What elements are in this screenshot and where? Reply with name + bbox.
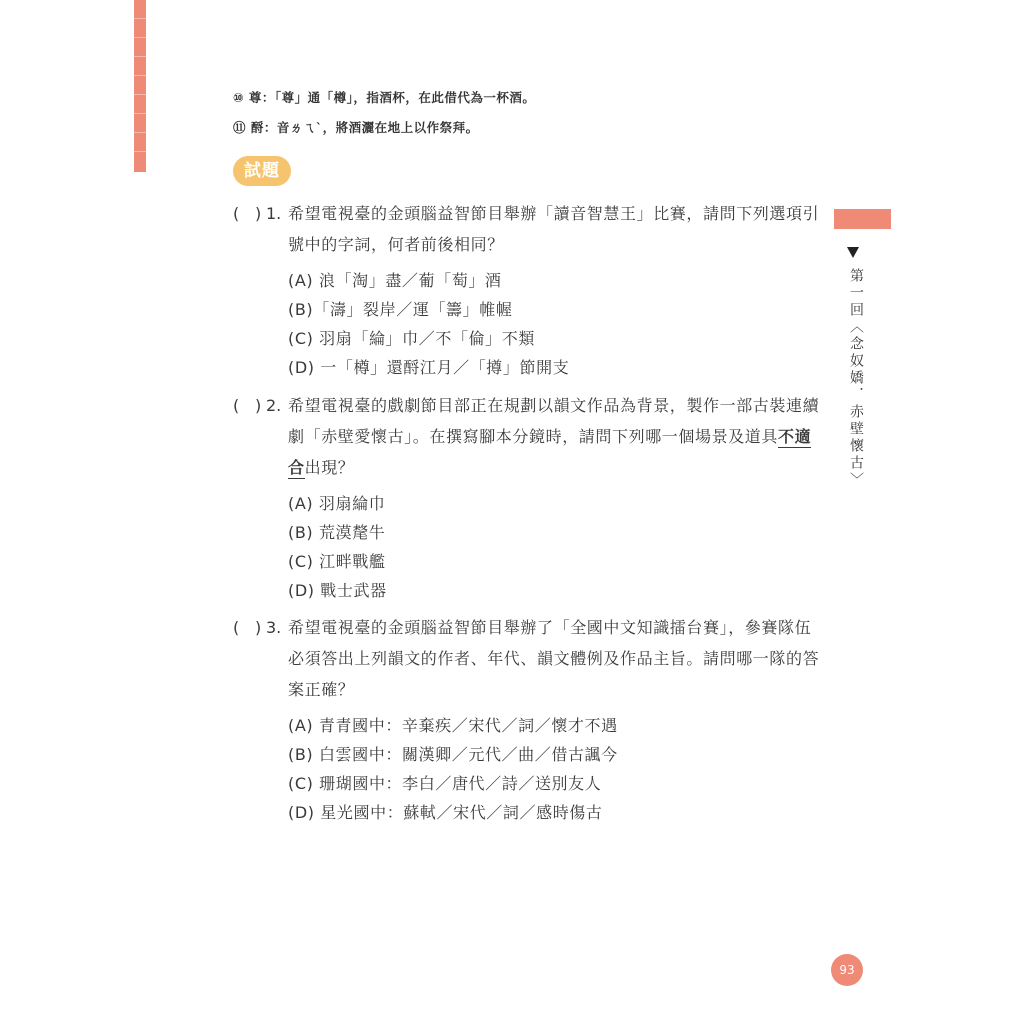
option-c: (C) 羽扇「綸」巾／不「倫」不類: [288, 329, 535, 348]
footnote-10: ⑩ 尊：「尊」通「樽」，指酒杯，在此借代為一杯酒。: [233, 90, 536, 105]
option-d: (D) 戰士武器: [288, 581, 387, 600]
option-a: (A) 青青國中：辛棄疾／宋代／詞／懷才不遇: [288, 716, 618, 735]
option-a: (A) 羽扇綸巾: [288, 494, 386, 513]
answer-blank-open: (: [233, 618, 240, 637]
question-number: 3.: [266, 618, 282, 637]
option-list: [288, 711, 823, 827]
question-text: [288, 390, 823, 483]
option-b: (B) 白雲國中：關漢卿／元代／曲／借古諷今: [288, 745, 618, 764]
question-text: 希望電視臺的金頭腦益智節目舉辦「讀音智慧王」比賽，請問下列選項引號中的字詞，何者前後相同？: [288, 204, 820, 254]
answer-blank-close: ): [255, 204, 262, 223]
chapter-tab: [834, 209, 891, 229]
chapter-side-title: 第一回〈念奴嬌．赤壁懷古〉: [848, 268, 864, 489]
option-list: [288, 489, 823, 605]
footnote-11: ⑪ 酹：音ㄌㄟˋ，將酒灑在地上以作祭拜。: [233, 120, 479, 135]
question-2: [233, 390, 823, 605]
option-a: (A) 浪「淘」盡／葡「萄」酒: [288, 271, 502, 290]
option-b: (B)「濤」裂岸／運「籌」帷幄: [288, 300, 513, 319]
answer-blank-close: ): [255, 396, 262, 415]
answer-blank-close: ): [255, 618, 262, 637]
answer-blank-open: (: [233, 204, 240, 223]
question-number: 1.: [266, 204, 282, 223]
question-text-before: 希望電視臺的戲劇節目部正在規劃以韻文作品為背景，製作一部古裝連續劇「赤壁愛懷古」。在撰寫腳本分鏡時，請問下列哪一個場景及道具: [288, 396, 820, 446]
question-text-after: 出現？: [304, 458, 355, 477]
option-c: (C) 江畔戰艦: [288, 552, 386, 571]
question-3: [233, 612, 823, 827]
question-1: [233, 198, 823, 382]
question-text: 希望電視臺的金頭腦益智節目舉辦了「全國中文知識擂台賽」，參賽隊伍必須答出上列韻文的作者、年代、韻文體例及作品主旨。請問哪一隊的答案正確？: [288, 618, 820, 699]
left-margin-bar: [134, 0, 146, 172]
triangle-down-icon: [847, 247, 859, 258]
section-badge: 試題: [233, 156, 291, 186]
answer-blank[interactable]: [233, 198, 266, 229]
answer-blank-open: (: [233, 396, 240, 415]
question-emphasis: 不適合: [288, 427, 812, 477]
page-number: 93: [831, 954, 863, 986]
answer-blank[interactable]: [233, 612, 266, 643]
option-b: (B) 荒漠氂牛: [288, 523, 386, 542]
answer-blank[interactable]: [233, 390, 266, 421]
question-number: 2.: [266, 396, 282, 415]
option-d: (D) 一「樽」還酹江月／「撙」節開支: [288, 358, 570, 377]
option-list: [288, 266, 823, 382]
option-c: (C) 珊瑚國中：李白／唐代／詩／送別友人: [288, 774, 602, 793]
option-d: (D) 星光國中：蘇軾／宋代／詞／感時傷古: [288, 803, 603, 822]
